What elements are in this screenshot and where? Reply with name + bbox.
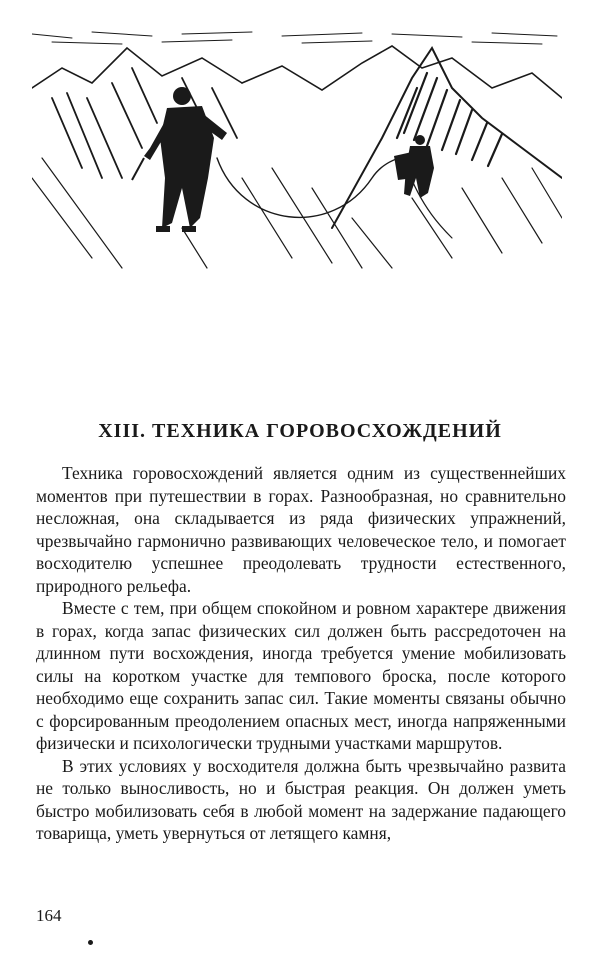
- mountaineers-illustration-icon: [32, 28, 562, 272]
- chapter-title: XIII. ТЕХНИКА ГОРОВОСХОЖДЕНИЙ: [98, 420, 502, 442]
- paragraph: В этих условиях у восходителя должна быть чрезвычайно развита не только выносливость, но и быстрая реакция. Он должен уметь быстро мобилизовать себя в любой момент на задержание падающего товарища, уметь увернуться от летящего камня,: [36, 755, 566, 843]
- paragraph: Техника горовосхождений является одним из существеннейших моментов при путешествии в горах. Разнообразная, но сравнительно несложная, она складывается из ряда физических упражнений, чрезвычайно гармонично развивающих человеческое тело, и помогает восходителю успешнее преодолевать трудности естественного, природного рельефа.: [36, 463, 566, 596]
- page-number: 164: [36, 906, 62, 925]
- body-text: [36, 462, 566, 845]
- mountaineers-illustration: [32, 28, 562, 272]
- ink-dot: [88, 940, 93, 945]
- paragraph: Вместе с тем, при общем спокойном и ровном характере движения в горах, когда запас физических сил должен быть рассредоточен на длинном пути восхождения, иногда требуется умение мобилизовать силы на коротком участке для темпового броска, после которого необходимо еще сохранить запас сил. Такие моменты связаны обычно с форсированным преодолением опасных мест, иногда напряженными физически и психологически трудными участками маршрутов.: [36, 598, 566, 753]
